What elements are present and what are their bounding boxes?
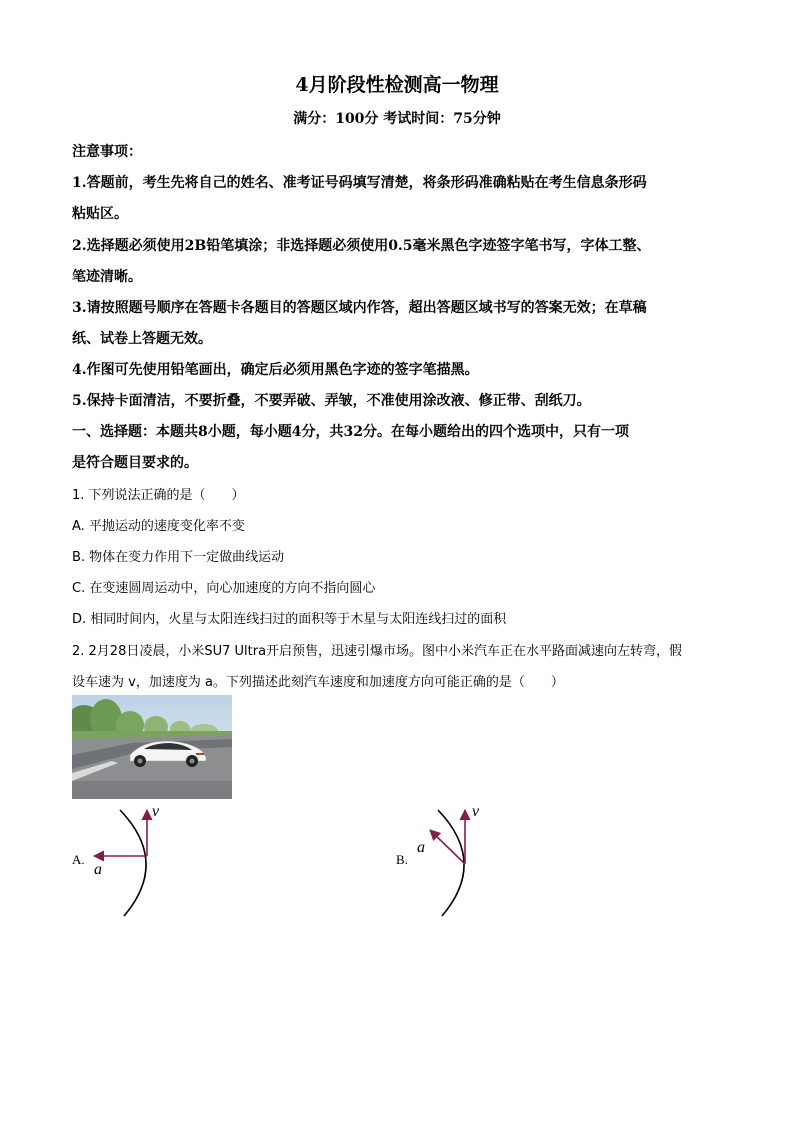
notes-heading: 注意事项： (72, 144, 142, 160)
velocity-label: v (152, 803, 160, 820)
trajectory-curve (120, 810, 146, 916)
note-line: 5.保持卡面清洁，不要折叠，不要弄破、弄皱，不准使用涂改液、修正带、刮纸刀。 (72, 393, 591, 409)
note-line: 4.作图可先使用铅笔画出，确定后必须用黑色字迹的签字笔描黑。 (72, 362, 479, 378)
acceleration-label: a (417, 839, 425, 856)
question-1-stem: 1. 下列说法正确的是（ ） (72, 488, 245, 503)
note-line: 2.选择题必须使用2B铅笔填涂；非选择题必须使用0.5毫米黑色字迹签字笔书写，字体工整、 (72, 238, 651, 254)
exam-title: 4月阶段性检测高一物理 (295, 74, 499, 96)
car-photo (72, 695, 232, 799)
option-a-diagram (90, 800, 170, 920)
question-1-option-c: C. 在变速圆周运动中，向心加速度的方向不指向圆心 (72, 581, 376, 596)
note-line: 粘贴区。 (72, 206, 128, 222)
acceleration-arrow (430, 830, 465, 864)
question-1-option-a: A. 平抛运动的速度变化率不变 (72, 519, 245, 534)
note-line: 笔迹清晰。 (72, 269, 142, 285)
question-2-option-a-label: A. (72, 852, 85, 867)
option-b-diagram (408, 800, 498, 920)
question-2-option-b-label: B. (396, 852, 408, 867)
acceleration-label: a (94, 861, 102, 878)
question-2-stem-line2: 设车速为 v，加速度为 a。下列描述此刻汽车速度和加速度方向可能正确的是（ ） (72, 675, 564, 690)
question-1-option-d: D. 相同时间内，火星与太阳连线扫过的面积等于木星与太阳连线扫过的面积 (72, 612, 507, 627)
question-1-option-b: B. 物体在变力作用下一定做曲线运动 (72, 550, 285, 565)
section-heading-cont: 是符合题目要求的。 (72, 455, 198, 471)
note-line: 1.答题前，考生先将自己的姓名、准考证号码填写清楚，将条形码准确粘贴在考生信息条形码 (72, 175, 647, 191)
question-2-stem-line1: 2. 2月28日凌晨，小米SU7 Ultra开启预售，迅速引爆市场。图中小米汽车正在水平路面减速向左转弯，假 (72, 644, 683, 659)
velocity-label: v (472, 803, 480, 820)
note-line: 纸、试卷上答题无效。 (72, 331, 212, 347)
trajectory-curve (438, 810, 464, 916)
note-line: 3.请按照题号顺序在答题卡各题目的答题区域内作答，超出答题区域书写的答案无效；在草稿 (72, 300, 647, 316)
section-heading: 一、选择题：本题共8小题，每小题4分，共32分。在每小题给出的四个选项中，只有一项 (72, 424, 629, 440)
exam-subtitle: 满分：100分 考试时间：75分钟 (293, 111, 501, 127)
